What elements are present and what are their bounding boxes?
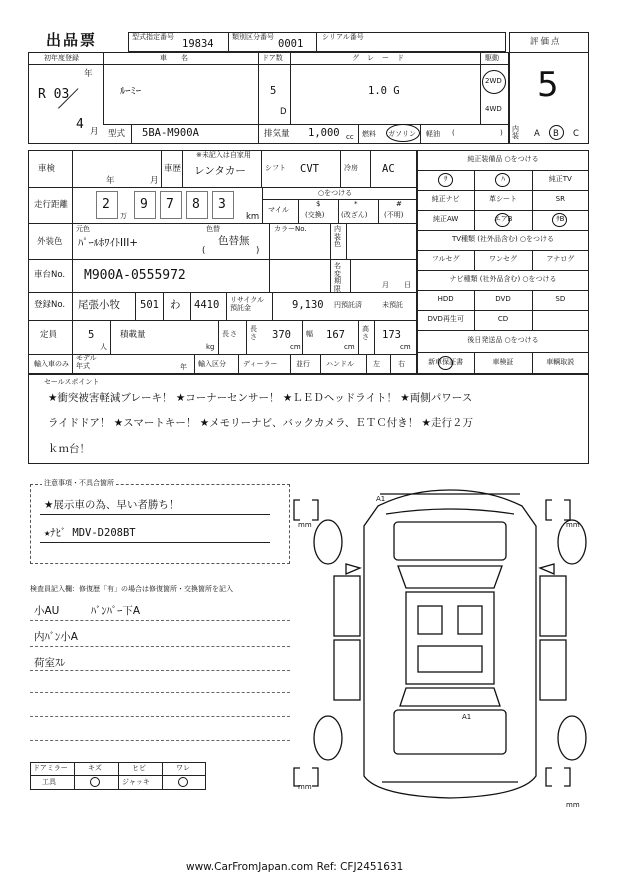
import-dealer: ディーラー bbox=[243, 360, 278, 368]
mileage-digit: 9 bbox=[140, 197, 148, 212]
model-year-unit: 年 bbox=[180, 363, 187, 371]
use-label: 車歴 bbox=[164, 164, 182, 174]
color-no-label: カラーNo. bbox=[274, 225, 307, 233]
equipment-item: HDD bbox=[437, 295, 454, 303]
acc-r-3-circle bbox=[178, 777, 188, 787]
capacity-person-unit: 人 bbox=[100, 343, 107, 351]
notes-line-2: ★ﾅﾋﾞ MDV-D208BT bbox=[44, 527, 136, 539]
acc-r-1-circle bbox=[90, 777, 100, 787]
interior-a: A bbox=[534, 129, 540, 139]
equipment-item: SR bbox=[555, 195, 565, 203]
mm-unit-rr: mm bbox=[566, 801, 580, 809]
mileage-digit: 7 bbox=[166, 197, 174, 212]
width-value: 167 bbox=[326, 329, 345, 341]
color-paren-close: ) bbox=[256, 246, 260, 256]
registration-label: 登録No. bbox=[34, 300, 66, 310]
width-unit: cm bbox=[344, 343, 355, 351]
recycle-label: リサイクル預託金 bbox=[230, 296, 265, 313]
length-label: 長さ bbox=[250, 325, 257, 341]
grade-value: 1.0 G bbox=[368, 85, 400, 97]
recycle-unit: 円預託済 bbox=[334, 301, 362, 309]
mileage-digit: 2 bbox=[102, 197, 110, 212]
drive-4wd: 4WD bbox=[485, 105, 502, 113]
score-label: 評価点 bbox=[530, 37, 562, 47]
registration-class: 501 bbox=[140, 299, 159, 311]
diesel-label: 軽油 bbox=[426, 130, 440, 138]
equipment-section-title: 後日発送品 ○をつける bbox=[467, 336, 539, 344]
car-name-value: ﾙｰﾐｰ bbox=[120, 85, 141, 97]
equipment-section-title: 純正装備品 ○をつける bbox=[467, 155, 539, 163]
model-value: 5BA-M900A bbox=[142, 127, 199, 139]
mileage-km-unit: km bbox=[246, 212, 260, 222]
mileage-digit-cell bbox=[160, 191, 182, 219]
color-paint-label: 色替 bbox=[206, 225, 220, 233]
length-value: 370 bbox=[272, 329, 291, 341]
chassis-label: 車台No. bbox=[34, 270, 66, 280]
mileage-tamper-label: * bbox=[354, 200, 358, 208]
interior-c: C bbox=[573, 129, 579, 139]
equipment-item: エアB bbox=[493, 215, 513, 223]
mileage-mile-label: マイル bbox=[268, 206, 289, 214]
ac-label: 冷房 bbox=[344, 164, 358, 172]
acc-h-0: ドアミラー bbox=[33, 764, 68, 772]
month-unit: 月 bbox=[90, 127, 99, 137]
damage-mark-rear: A1 bbox=[462, 713, 472, 721]
equipment-item: DVD bbox=[495, 295, 511, 303]
mileage-unknown-label: # bbox=[396, 200, 402, 208]
shift-value: CVT bbox=[300, 163, 319, 175]
displacement-unit: cc bbox=[346, 133, 354, 141]
footer-watermark: www.CarFromJapan.com Ref: CFJ2451631 bbox=[186, 861, 404, 873]
door-suffix: D bbox=[280, 107, 287, 117]
damage-mark-front: A1 bbox=[376, 495, 386, 503]
serial-label: シリアル番号 bbox=[322, 33, 364, 41]
shift-label: シフト bbox=[265, 164, 286, 172]
color-label: 外装色 bbox=[37, 237, 63, 247]
drive-label: 駆動 bbox=[485, 54, 499, 62]
mm-unit-fl: mm bbox=[298, 521, 312, 529]
score-value: 5 bbox=[537, 65, 559, 105]
registration-area: 尾張小牧 bbox=[78, 299, 120, 311]
mileage-exchange-label: $ bbox=[316, 200, 321, 208]
diesel-paren-close: ) bbox=[500, 129, 503, 137]
sales-line-2: ライドドア！ ★スマートキー！ ★メモリーナビ、バックカメラ、ＥＴＣ付き！ ★走行２万 bbox=[48, 417, 473, 429]
mileage-digit: 8 bbox=[192, 197, 200, 212]
sales-line-3: ｋｍ台！ bbox=[48, 443, 90, 455]
registration-number: 4410 bbox=[194, 299, 220, 311]
equipment-item: 純正AW bbox=[433, 215, 459, 223]
use-value: レンタカー bbox=[194, 165, 246, 177]
height-label: 高さ bbox=[362, 325, 369, 341]
doors-value: 5 bbox=[270, 85, 277, 97]
displacement-value: 1,000 bbox=[308, 127, 340, 139]
notes-label: 注意事項・不具合箇所 bbox=[44, 479, 114, 487]
acc-h-3: ワレ bbox=[176, 764, 190, 772]
equipment-item: ワンセグ bbox=[488, 255, 517, 263]
diesel-paren-open: ( bbox=[452, 129, 455, 137]
handle-left: 左 bbox=[373, 360, 380, 368]
color-paren-open: ( bbox=[202, 246, 206, 256]
import-label: 輸入車のみ bbox=[34, 360, 69, 368]
mileage-label: 走行距離 bbox=[34, 200, 69, 210]
inspector-label: 検査員記入欄：修復歴「有」の場合は修復箇所・交換箇所を記入 bbox=[30, 585, 233, 593]
notes-box bbox=[30, 484, 290, 564]
inspector-line-2: 内ﾊﾞﾝ小A bbox=[34, 631, 78, 643]
year-unit: 年 bbox=[84, 69, 93, 79]
category-value: 0001 bbox=[278, 38, 304, 50]
shaken-month-unit: 月 bbox=[150, 176, 159, 186]
ac-value: AC bbox=[382, 163, 395, 175]
equipment-item: 革シート bbox=[488, 195, 517, 203]
model-designation-value: 19834 bbox=[182, 38, 214, 50]
inspector-line-1: 小AU ﾊﾞﾝﾊﾟｰ下A bbox=[34, 605, 141, 617]
unpaid-label: 未預託 bbox=[382, 301, 403, 309]
form-title: 出品票 bbox=[46, 31, 98, 49]
color-original-value: ﾊﾟｰﾙﾎﾜｲﾄIII+ bbox=[78, 237, 139, 249]
equipment-item: 純正TV bbox=[548, 175, 572, 183]
color-paint-value: 色替無 bbox=[218, 235, 250, 247]
era-year-value: R 03 bbox=[38, 87, 70, 102]
inspector-line-3: 荷室ｽﾚ bbox=[34, 657, 66, 669]
name-change-month: 月 bbox=[382, 281, 389, 289]
fuel-value: ガソリン bbox=[388, 130, 416, 138]
import-parallel: 並行 bbox=[296, 360, 310, 368]
equipment-item: フルセグ bbox=[431, 255, 460, 263]
equipment-section-title: TV種類 (社外品含む) ○をつける bbox=[451, 235, 555, 243]
mileage-digit-cell bbox=[134, 191, 156, 219]
equipment-item: CD bbox=[497, 315, 509, 323]
capacity-label: 定員 bbox=[40, 330, 58, 340]
model-designation-label: 型式指定番号 bbox=[132, 33, 174, 41]
recycle-value: 9,130 bbox=[292, 299, 324, 311]
equipment-item: 車輌取説 bbox=[546, 358, 575, 366]
mileage-digit: 3 bbox=[218, 197, 226, 212]
equipment-item: 車検証 bbox=[492, 358, 514, 366]
load-kg-unit: kg bbox=[206, 343, 215, 351]
mileage-man-unit: 万 bbox=[120, 212, 127, 220]
equipment-item: 新車保証書 bbox=[428, 358, 464, 366]
mileage-circle-note: ○をつける bbox=[318, 189, 353, 197]
model-label: 型式 bbox=[108, 129, 126, 139]
car-name-label: 車名 bbox=[160, 54, 202, 62]
name-change-label: 名変期限 bbox=[334, 262, 341, 294]
equipment-item: DVD再生可 bbox=[427, 315, 464, 323]
interior-b: B bbox=[553, 129, 559, 139]
equipment-item: ｻ bbox=[443, 175, 448, 183]
equipment-item: SD bbox=[555, 295, 566, 303]
capacity-spacer: 長さ bbox=[222, 330, 238, 338]
interior-label: 内装 bbox=[512, 125, 519, 140]
equipment-section-title: ナビ種類 (社外品含む) ○をつける bbox=[449, 275, 557, 283]
equipment-item: ﾊ bbox=[501, 175, 505, 183]
mileage-digit-cell bbox=[186, 191, 208, 219]
name-change-day: 日 bbox=[404, 281, 411, 289]
first-reg-label: 初年度登録 bbox=[44, 54, 79, 62]
import-class-label: 輸入区分 bbox=[198, 360, 226, 368]
load-label: 積載量 bbox=[120, 330, 146, 340]
chassis-value: M900A-0555972 bbox=[84, 268, 186, 283]
acc-r-2: ジャッキ bbox=[122, 778, 150, 786]
category-label: 類別区分番号 bbox=[232, 33, 274, 41]
width-label: 幅 bbox=[306, 330, 313, 338]
handle-label: ハンドル bbox=[326, 360, 354, 368]
registration-kana: わ bbox=[170, 299, 181, 311]
acc-h-1: キズ bbox=[88, 764, 102, 772]
mileage-tamper-sub: (改ざん) bbox=[341, 211, 368, 219]
capacity-persons: 5 bbox=[88, 329, 95, 341]
mm-unit-rl: mm bbox=[298, 783, 312, 791]
notes-line-1: ★展示車の為、早い者勝ち！ bbox=[44, 499, 180, 511]
use-note: ※未記入は自家用 bbox=[196, 151, 251, 159]
equipment-item: アナログ bbox=[546, 255, 575, 263]
mileage-exchange-sub: (交換) bbox=[305, 211, 325, 219]
mm-unit-fr: mm bbox=[566, 521, 580, 529]
shaken-label: 車検 bbox=[38, 164, 56, 174]
interior-color-label: 内装色 bbox=[334, 225, 341, 249]
car-diagram bbox=[290, 486, 600, 811]
doors-label: ドア数 bbox=[262, 54, 283, 62]
equipment-item: 純正ナビ bbox=[431, 195, 460, 203]
acc-r-0: 工具 bbox=[42, 778, 56, 786]
equipment-item: ｻB bbox=[556, 215, 565, 223]
acc-h-2: ヒビ bbox=[132, 764, 146, 772]
grade-label: グレード bbox=[352, 54, 412, 62]
height-unit: cm bbox=[400, 343, 411, 351]
sales-label: セールスポイント bbox=[44, 378, 100, 386]
sales-line-1: ★衝突被害軽減ブレーキ！ ★コーナーセンサー！ ★ＬＥＤヘッドライト！ ★両側パワース bbox=[48, 392, 473, 404]
mileage-digit-cell bbox=[96, 191, 118, 219]
shaken-year-unit: 年 bbox=[106, 176, 115, 186]
height-value: 173 bbox=[382, 329, 401, 341]
month-value: 4 bbox=[76, 117, 84, 132]
displacement-label: 排気量 bbox=[264, 129, 290, 139]
fuel-label: 燃料 bbox=[362, 130, 376, 138]
color-original-label: 元色 bbox=[76, 225, 90, 233]
mileage-unknown-sub: (不明) bbox=[384, 211, 404, 219]
length-unit: cm bbox=[290, 343, 301, 351]
mileage-digit-cell bbox=[212, 191, 234, 219]
drive-2wd: 2WD bbox=[485, 77, 502, 85]
handle-right: 右 bbox=[398, 360, 405, 368]
model-year-label: モデル年式 bbox=[76, 354, 97, 370]
